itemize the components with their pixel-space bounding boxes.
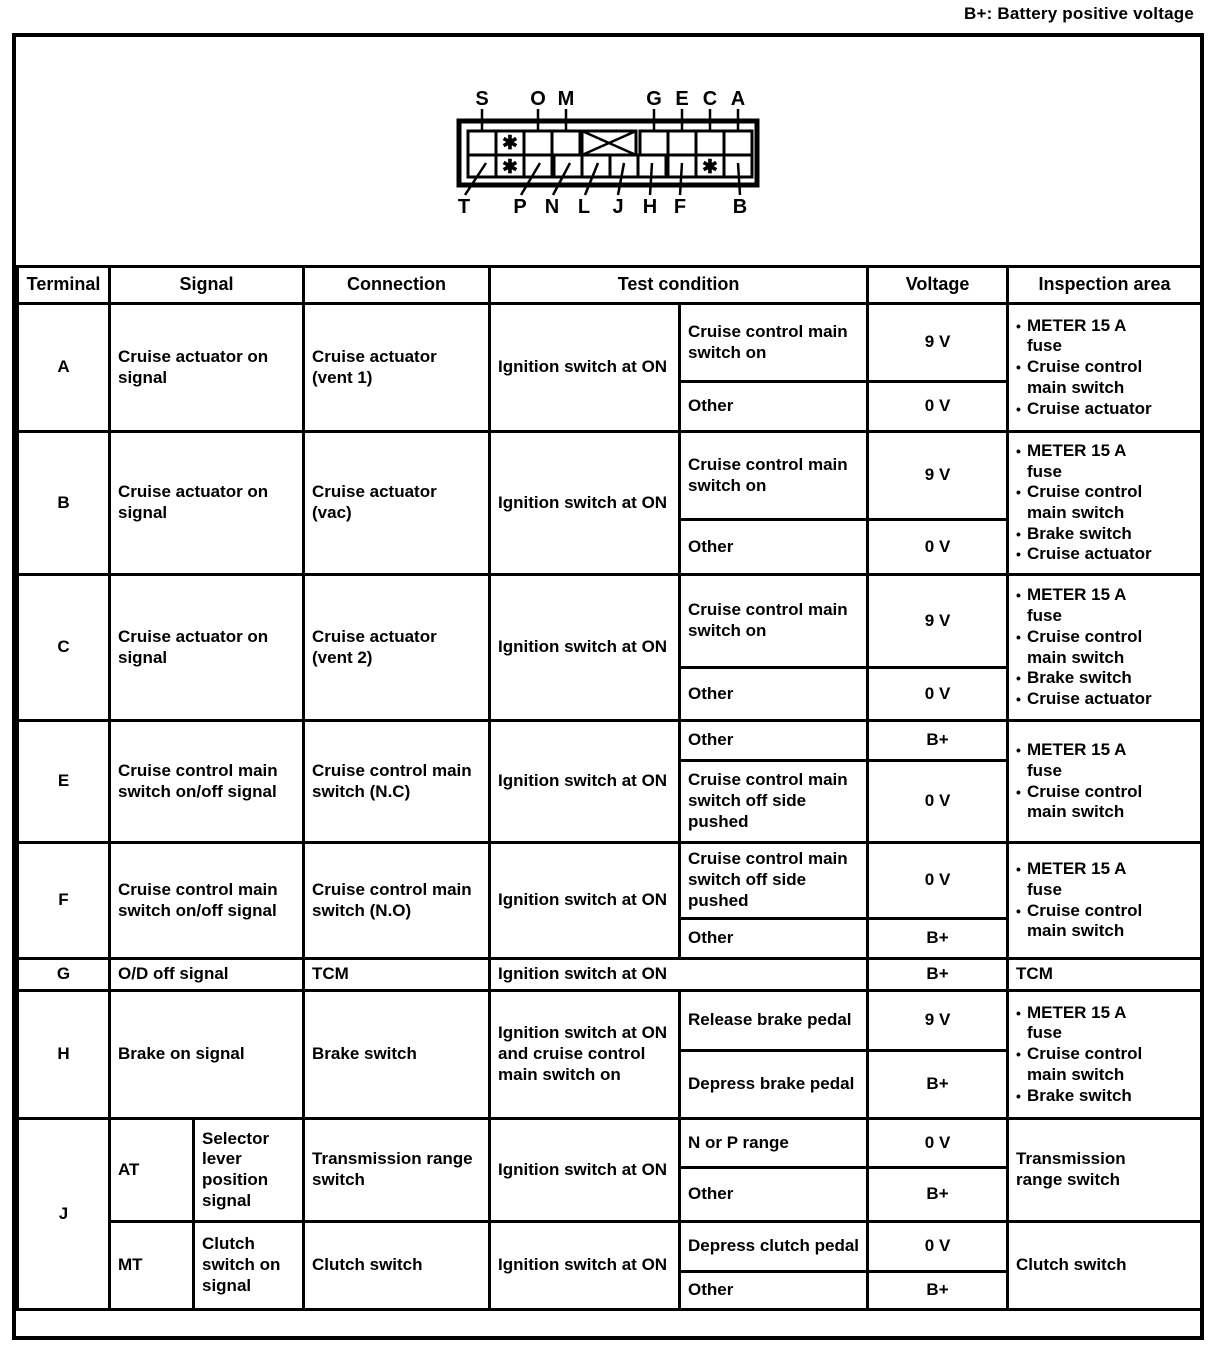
- inspection-item-text: Clutch switch: [1016, 1255, 1127, 1275]
- connector-cell: [696, 131, 724, 155]
- transmission-type-cell: AT: [110, 1119, 194, 1222]
- header-inspection-area: Inspection area: [1008, 267, 1202, 304]
- voltage-cell: 9 V: [868, 432, 1008, 520]
- table-row: [18, 304, 1202, 382]
- voltage-cell: 9 V: [868, 304, 1008, 382]
- bullet-icon: •: [1016, 742, 1021, 759]
- inspection-item-text: Brake switch: [1026, 523, 1132, 543]
- voltage-cell: B+: [868, 1051, 1008, 1119]
- pin-label-l: L: [577, 196, 591, 218]
- condition-cell: Cruise control main switch off side pushed: [680, 761, 868, 843]
- pin-label-b: B: [732, 196, 748, 218]
- pin-label-h: H: [642, 196, 658, 218]
- table-header-row: [18, 267, 1202, 304]
- inspection-cell: [1008, 1119, 1202, 1222]
- connector-cell: [724, 131, 752, 155]
- voltage-cell: 0 V: [868, 1222, 1008, 1272]
- terminal-cell: H: [18, 991, 110, 1119]
- bullet-icon: •: [1016, 670, 1021, 687]
- inspection-bullet-item: [1016, 859, 1193, 900]
- signal-cell: Cruise control main switch on/off signal: [110, 843, 304, 959]
- inspection-cell: [1008, 991, 1202, 1119]
- test-condition-cell: Ignition switch at ON: [490, 1222, 680, 1310]
- test-condition-cell: Ignition switch at ON: [490, 432, 680, 575]
- pin-label-c: C: [702, 88, 718, 110]
- connector-cell: [640, 131, 668, 155]
- pin-label-f: F: [673, 196, 687, 218]
- connection-cell: Cruise control main switch (N.C): [304, 721, 490, 843]
- condition-cell: Other: [680, 520, 868, 575]
- inspection-item-text: Cruise actuator: [1026, 688, 1152, 708]
- bullet-icon: •: [1016, 546, 1021, 563]
- connection-cell: Cruise actuator (vac): [304, 432, 490, 575]
- inspection-item-text: Cruise control main switch: [1026, 357, 1143, 397]
- condition-cell: Release brake pedal: [680, 991, 868, 1051]
- inspection-bullet-item: [1016, 399, 1193, 420]
- signal-cell: Cruise actuator on signal: [110, 575, 304, 721]
- terminal-cell: C: [18, 575, 110, 721]
- table-row: [18, 1119, 1202, 1168]
- condition-cell: Other: [680, 668, 868, 721]
- signal-cell: Clutch switch on signal: [194, 1222, 304, 1310]
- condition-cell: Other: [680, 919, 868, 959]
- bullet-icon: •: [1016, 783, 1021, 800]
- asterisk-icon: ✱: [502, 157, 518, 178]
- bullet-icon: •: [1016, 442, 1021, 459]
- inspection-bullet-item: [1016, 740, 1193, 781]
- bullet-icon: •: [1016, 861, 1021, 878]
- bullet-icon: •: [1016, 690, 1021, 707]
- transmission-type-cell: MT: [110, 1222, 194, 1310]
- inspection-item-text: METER 15 A fuse: [1026, 315, 1126, 356]
- table-row: [18, 575, 1202, 668]
- inspection-item-text: Cruise control main switch: [1026, 781, 1143, 822]
- condition-cell: Other: [680, 721, 868, 761]
- inspection-bullet-item: [1016, 782, 1193, 823]
- inspection-item-text: METER 15 A fuse: [1026, 585, 1126, 626]
- inspection-bullet-item: [1016, 316, 1193, 357]
- pin-label-g: G: [646, 88, 662, 110]
- connection-cell: Clutch switch: [304, 1222, 490, 1310]
- inspection-item-text: Cruise control main switch: [1026, 482, 1143, 522]
- terminal-cell: F: [18, 843, 110, 959]
- pin-label-p: P: [513, 196, 527, 218]
- condition-cell: Cruise control main switch on: [680, 432, 868, 520]
- bullet-icon: •: [1016, 902, 1021, 919]
- inspection-item-text: Cruise control main switch: [1026, 626, 1143, 667]
- signal-cell: Selector lever position signal: [194, 1119, 304, 1222]
- inspection-item-text: Cruise actuator: [1026, 544, 1152, 564]
- inspection-bullet-item: [1016, 689, 1193, 710]
- bullet-icon: •: [1016, 317, 1021, 334]
- pin-label-e: E: [675, 88, 689, 110]
- inspection-bullet-item: [1016, 901, 1193, 942]
- pin-label-j: J: [612, 196, 624, 218]
- header-connection: Connection: [304, 267, 490, 304]
- voltage-cell: B+: [868, 959, 1008, 991]
- voltage-cell: 0 V: [868, 1119, 1008, 1168]
- test-condition-cell: Ignition switch at ON: [490, 843, 680, 959]
- connection-cell: Cruise actuator (vent 1): [304, 304, 490, 432]
- pin-label-m: M: [557, 88, 575, 110]
- test-condition-cell: Ignition switch at ON: [490, 721, 680, 843]
- terminal-spec-table: [16, 265, 1203, 1311]
- condition-cell: Other: [680, 382, 868, 432]
- connector-cell: [524, 131, 552, 155]
- inspection-bullet-item: [1016, 482, 1193, 523]
- inspection-cell: [1008, 721, 1202, 843]
- bullet-icon: •: [1016, 359, 1021, 376]
- bullet-icon: •: [1016, 587, 1021, 604]
- bplus-legend-note: B+: Battery positive voltage: [964, 4, 1194, 23]
- bullet-icon: •: [1016, 525, 1021, 542]
- inspection-item-text: METER 15 A fuse: [1026, 740, 1126, 780]
- condition-cell: Depress clutch pedal: [680, 1222, 868, 1272]
- table-row: [18, 959, 1202, 991]
- inspection-bullet-item: [1016, 1044, 1193, 1085]
- condition-cell: Depress brake pedal: [680, 1051, 868, 1119]
- inspection-cell: [1008, 1222, 1202, 1310]
- condition-cell: Cruise control main switch on: [680, 304, 868, 382]
- inspection-bullet-item: [1016, 585, 1193, 626]
- test-condition-cell: Ignition switch at ON: [490, 575, 680, 721]
- signal-cell: Brake on signal: [110, 991, 304, 1119]
- inspection-item-text: METER 15 A fuse: [1026, 1002, 1126, 1043]
- voltage-cell: B+: [868, 721, 1008, 761]
- header-terminal: Terminal: [18, 267, 110, 304]
- condition-cell: Cruise control main switch on: [680, 575, 868, 668]
- voltage-cell: 0 V: [868, 843, 1008, 919]
- content-box: [12, 33, 1204, 1340]
- connector-cell: [552, 131, 580, 155]
- voltage-cell: B+: [868, 1272, 1008, 1310]
- inspection-item-text: METER 15 A fuse: [1026, 859, 1126, 899]
- voltage-cell: 0 V: [868, 761, 1008, 843]
- connector-cell: [468, 155, 496, 177]
- inspection-cell: [1008, 432, 1202, 575]
- header-test-condition: Test condition: [490, 267, 868, 304]
- header-voltage: Voltage: [868, 267, 1008, 304]
- inspection-bullet-item: [1016, 668, 1193, 689]
- connector-diagram: [16, 37, 1200, 265]
- bullet-icon: •: [1016, 400, 1021, 417]
- inspection-bullet-item: [1016, 524, 1193, 545]
- voltage-cell: 0 V: [868, 668, 1008, 721]
- inspection-bullet-item: [1016, 441, 1193, 482]
- connector-cell: [668, 131, 696, 155]
- condition-cell: N or P range: [680, 1119, 868, 1168]
- inspection-bullet-item: [1016, 544, 1193, 565]
- voltage-cell: 0 V: [868, 520, 1008, 575]
- connection-cell: Cruise control main switch (N.O): [304, 843, 490, 959]
- test-condition-cell: Ignition switch at ON and cruise control main switch on: [490, 991, 680, 1119]
- connector-pinout-svg: [428, 77, 788, 219]
- test-condition-cell: Ignition switch at ON: [490, 1119, 680, 1222]
- inspection-bullet-item: [1016, 1086, 1193, 1107]
- inspection-item-text: Brake switch: [1026, 668, 1132, 688]
- table-row: [18, 432, 1202, 520]
- table-row: [18, 843, 1202, 919]
- condition-cell: Other: [680, 1168, 868, 1222]
- asterisk-icon: ✱: [702, 157, 718, 178]
- inspection-item-text: Cruise control main switch: [1026, 1044, 1143, 1084]
- condition-cell: Other: [680, 1272, 868, 1310]
- bullet-icon: •: [1016, 484, 1021, 501]
- connection-cell: Brake switch: [304, 991, 490, 1119]
- inspection-item-text: METER 15 A fuse: [1026, 440, 1126, 481]
- table-row: [18, 991, 1202, 1051]
- inspection-cell: [1008, 304, 1202, 432]
- bullet-icon: •: [1016, 628, 1021, 645]
- connection-cell: Transmission range switch: [304, 1119, 490, 1222]
- test-condition-cell: Ignition switch at ON: [490, 959, 868, 991]
- terminal-cell: E: [18, 721, 110, 843]
- voltage-cell: 9 V: [868, 575, 1008, 668]
- condition-cell: Cruise control main switch off side pushed: [680, 843, 868, 919]
- inspection-item-text: Brake switch: [1026, 1085, 1132, 1105]
- pin-label-t: T: [457, 196, 471, 218]
- table-row: [18, 1222, 1202, 1272]
- voltage-cell: B+: [868, 919, 1008, 959]
- terminal-cell: G: [18, 959, 110, 991]
- connection-cell: TCM: [304, 959, 490, 991]
- terminal-cell: A: [18, 304, 110, 432]
- connector-cell: [468, 131, 496, 155]
- test-condition-cell: Ignition switch at ON: [490, 304, 680, 432]
- inspection-item-text: Cruise control main switch: [1026, 900, 1143, 941]
- pin-label-a: A: [730, 88, 746, 110]
- connection-cell: Cruise actuator (vent 2): [304, 575, 490, 721]
- header-signal: Signal: [110, 267, 304, 304]
- table-row: [18, 721, 1202, 761]
- pin-label-o: O: [530, 88, 546, 110]
- bullet-icon: •: [1016, 1046, 1021, 1063]
- inspection-bullet-item: [1016, 627, 1193, 668]
- voltage-cell: B+: [868, 1168, 1008, 1222]
- inspection-cell: TCM: [1008, 959, 1202, 991]
- terminal-cell: B: [18, 432, 110, 575]
- asterisk-icon: ✱: [502, 133, 518, 154]
- bullet-icon: •: [1016, 1004, 1021, 1021]
- pin-label-s: S: [475, 88, 489, 110]
- inspection-cell: [1008, 575, 1202, 721]
- inspection-item-text: Transmission range switch: [1016, 1149, 1126, 1189]
- signal-cell: O/D off signal: [110, 959, 304, 991]
- inspection-item-text: Cruise actuator: [1026, 398, 1152, 418]
- inspection-bullet-item: [1016, 357, 1193, 398]
- terminal-cell: J: [18, 1119, 110, 1310]
- signal-cell: Cruise actuator on signal: [110, 432, 304, 575]
- voltage-cell: 9 V: [868, 991, 1008, 1051]
- bullet-icon: •: [1016, 1087, 1021, 1104]
- signal-cell: Cruise actuator on signal: [110, 304, 304, 432]
- signal-cell: Cruise control main switch on/off signal: [110, 721, 304, 843]
- voltage-cell: 0 V: [868, 382, 1008, 432]
- pin-label-n: N: [544, 196, 560, 218]
- inspection-bullet-item: [1016, 1003, 1193, 1044]
- inspection-cell: [1008, 843, 1202, 959]
